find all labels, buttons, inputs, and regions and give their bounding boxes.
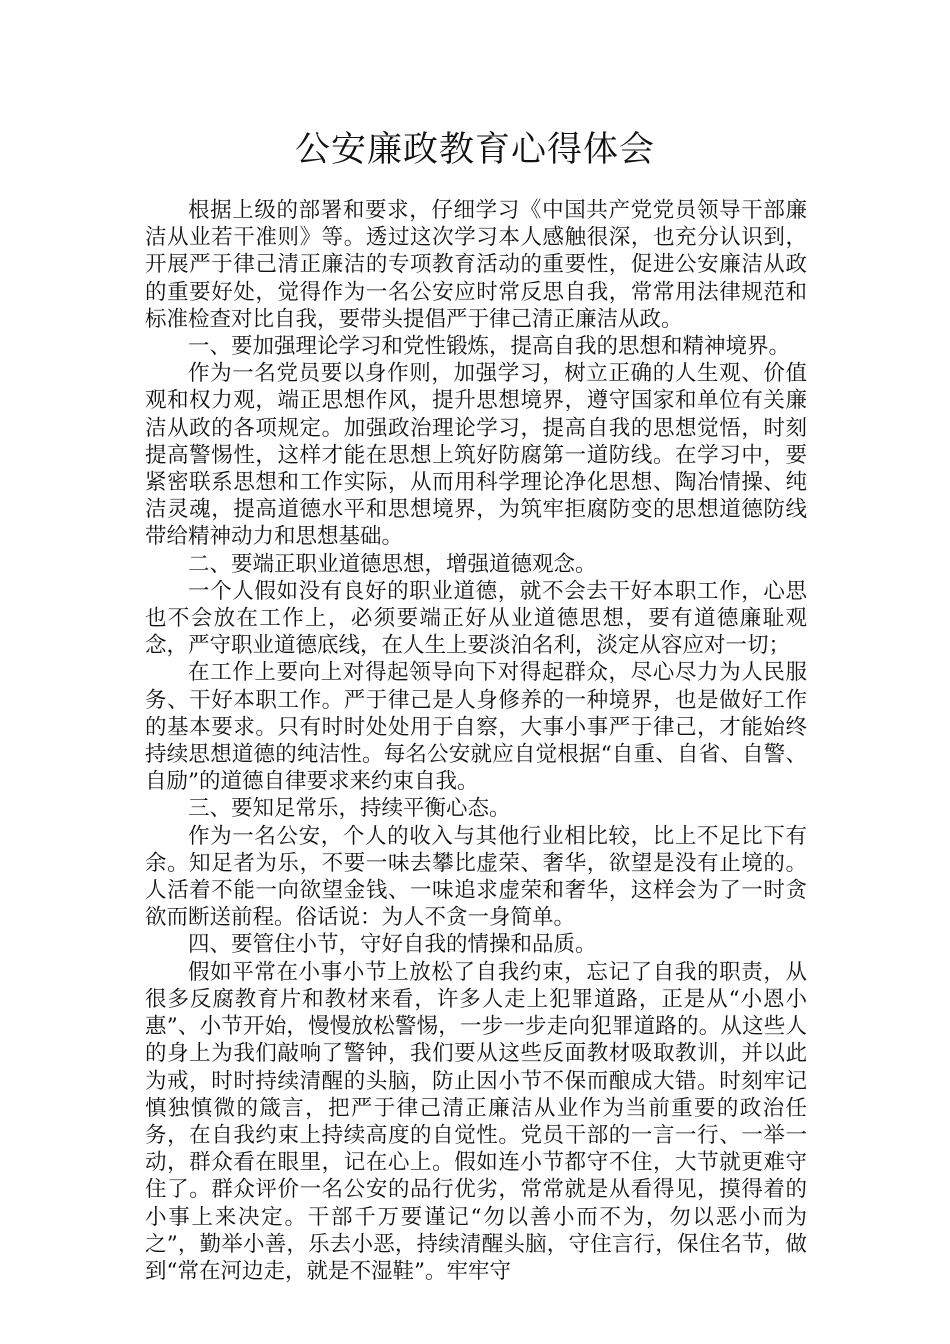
paragraph: 在工作上要向上对得起领导向下对得起群众，尽心尽力为人民服务、干好本职工作。严于律己是人身修养的一种境界，也是做好工作的基本要求。只有时时处处用于自察，大事小事严于律己，才能始终持续思想道德的纯洁性。每名公安就应自觉根据“自重、自省、自警、自励”的道德自律要求来约束自我。: [145, 660, 807, 795]
heading-section-2: 二、要端正职业道德思想，增强道德观念。: [188, 551, 597, 577]
paragraph: 假如平常在小事小节上放松了自我约束，忘记了自我的职责，从很多反腐教育片和教材来看，许多人走上犯罪道路，正是从“小恩小惠”、小节开始，慢慢放松警惕，一步一步走向犯罪道路的。从这些人的身上为我们敲响了警钟，我们要从这些反面教材吸取教训，并以此为戒，时时持续清醒的头脑，防止因小节不保而酿成大错。时刻牢记慎独慎微的箴言，把严于律己清正廉洁从业作为当前重要的政治任务，在自我约束上持续高度的自觉性。党员干部的一言一行、一举一动，群众看在眼里，记在心上。假如连小节都守不住，大节就更难守住了。群众评价一名公安的品行优劣，常常就是从看得见，摸得着的小事上来决定。干部千万要谨记“勿以善小而不为，勿以恶小而为之”，勤举小善，乐去小恶，持续清醒头脑，守住言行，保住名节，做到“常在河边走，就是不湿鞋”。牢牢守: [145, 959, 807, 1284]
document-body: [145, 197, 807, 1285]
paragraph: 一个人假如没有良好的职业道德，就不会去干好本职工作，心思也不会放在工作上，必须要端正好从业道德思想，要有道德廉耻观念，严守职业道德底线，在人生上要淡泊名利，淡定从容应对一切；: [145, 578, 807, 659]
paragraph-intro: 根据上级的部署和要求，仔细学习《中国共产党党员领导干部廉洁从业若干准则》等。透过这次学习本人感触很深，也充分认识到，开展严于律己清正廉洁的专项教育活动的重要性，促进公安廉洁从政的重要好处，觉得作为一名公安应时常反思自我，常常用法律规范和标准检查对比自我，要带头提倡严于律己清正廉洁从政。: [145, 198, 807, 332]
document-title: 公安廉政教育心得体会: [294, 130, 655, 170]
heading-section-1: 一、要加强理论学习和党性锻炼，提高自我的思想和精神境界。: [188, 334, 791, 360]
paragraph: 作为一名公安，个人的收入与其他行业相比较，比上不足比下有余。知足者为乐，不要一味去攀比虚荣、奢华，欲望是没有止境的。人活着不能一向欲望金钱、一味追求虚荣和奢华，这样会为了一时贪欲而断送前程。俗话说：为人不贪一身简单。: [145, 823, 807, 931]
heading-section-3: 三、要知足常乐，持续平衡心态。: [188, 796, 511, 822]
paragraph: 作为一名党员要以身作则，加强学习，树立正确的人生观、价值观和权力观，端正思想作风，提升思想境界，遵守国家和单位有关廉洁从政的各项规定。加强政治理论学习，提高自我的思想觉悟，时刻提高警惕性，这样才能在思想上筑好防腐第一道防线。在学习中，要紧密联系思想和工作实际，从而用科学理论净化思想、陶冶情操、纯洁灵魂，提高道德水平和思想境界，为筑牢拒腐防变的思想道德防线带给精神动力和思想基础。: [145, 361, 807, 550]
heading-section-4: 四、要管住小节，守好自我的情操和品质。: [188, 932, 597, 958]
